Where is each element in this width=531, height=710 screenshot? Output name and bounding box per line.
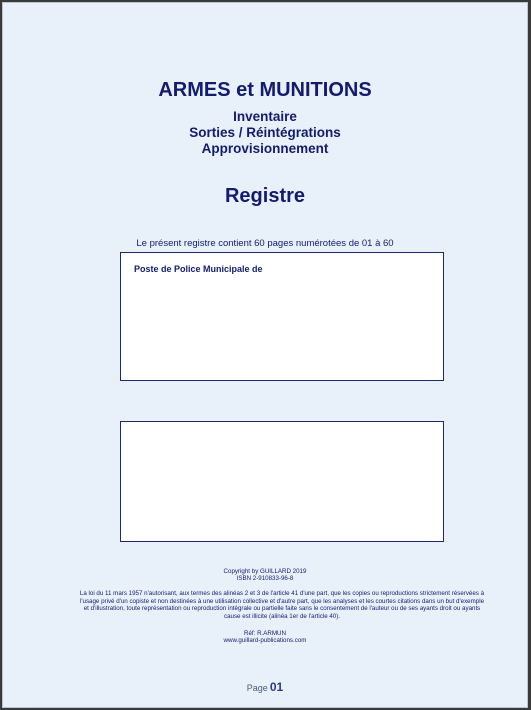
reference-text: Réf: R.ARMUN (244, 630, 286, 637)
page-label: Page (246, 683, 268, 693)
subtitle-block (3, 109, 527, 157)
registre-heading: Registre (224, 185, 306, 207)
copyright-block (3, 568, 527, 582)
page-number: 01 (269, 680, 284, 694)
legal-notice: La loi du 11 mars 1957 n'autorisant, aux termes des alinéas 2 et 3 de l'article 41 d'une part, que les copies ou reproductions strictement réservées à l'usage privé d'un copiste et non destinées à une utilisation collective et d'autre part, que les analyses et les courtes citations dans un but d'exemple et d'illustration, toute représentation ou reproduction intégrale ou partielle faite sans le consentement de l'auteur ou de ses ayants droit ou ayants cause est illicite (alinéa 1er de l'article 40). (79, 590, 485, 620)
police-station-label: Poste de Police Municipale de (134, 264, 263, 274)
subtitle-inventaire: Inventaire (233, 109, 297, 124)
subtitle-sorties: Sorties / Réintégrations (189, 125, 341, 140)
reference-block (3, 630, 527, 644)
page-number-footer (3, 680, 527, 694)
isbn-text: ISBN 2-910833-96-8 (236, 575, 294, 582)
document-page (2, 2, 528, 708)
website-link[interactable]: www.guillard-publications.com (223, 637, 307, 644)
pages-note: Le présent registre contient 60 pages numérotées de 01 à 60 (136, 238, 394, 249)
police-station-box[interactable] (120, 252, 444, 381)
subtitle-approvisionnement: Approvisionnement (201, 141, 329, 156)
document-title: ARMES et MUNITIONS (158, 79, 372, 101)
blank-box[interactable] (120, 421, 444, 542)
copyright-text: Copyright by GUILLARD 2019 (223, 568, 307, 575)
